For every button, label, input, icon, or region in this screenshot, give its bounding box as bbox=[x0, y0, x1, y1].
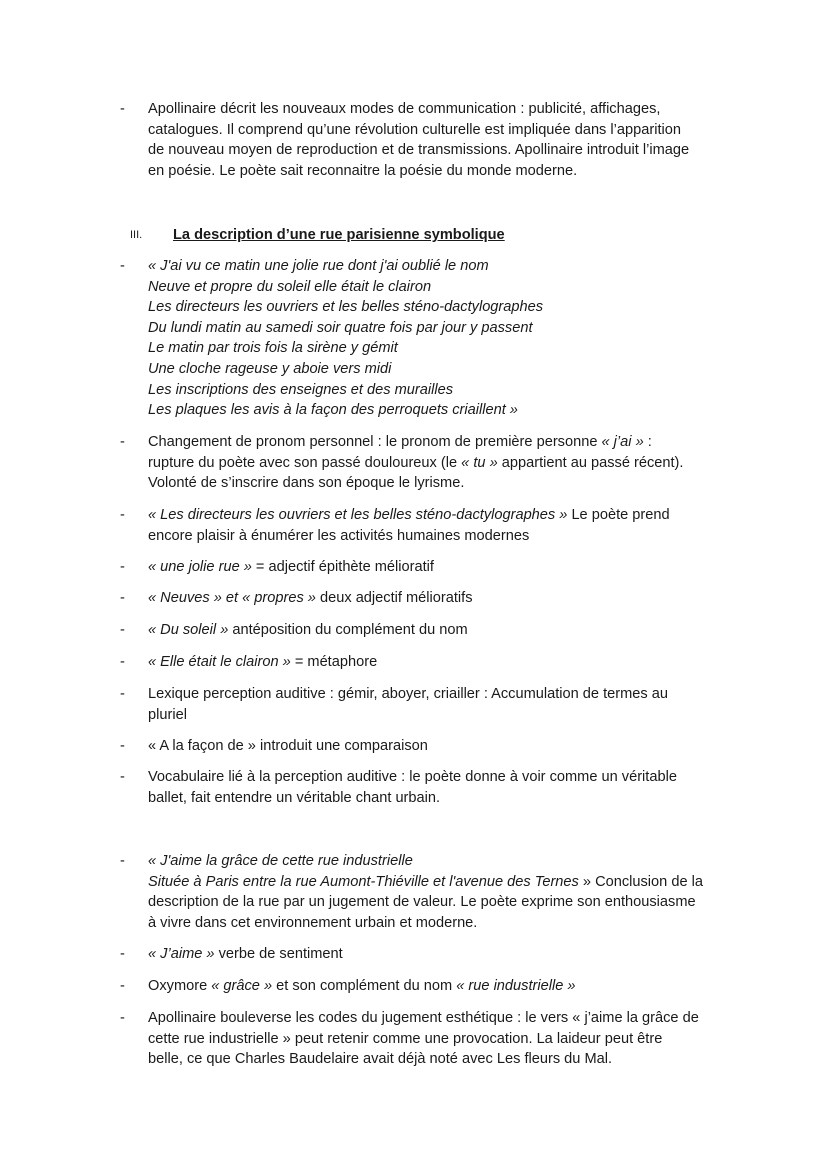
bullet-jaime bbox=[120, 944, 730, 965]
bullet-communication bbox=[120, 99, 730, 181]
bullet-text: Apollinaire décrit les nouveaux modes de communication : publicité, affichages, catalogues. Il comprend qu’une révolution culturelle est impliquée dans l’apparition de nouveau moyen de reproduction et de transmissions. Apollinaire introduit l’image en poésie. Le poète sait reconnaitre la poésie du monde moderne. bbox=[148, 101, 690, 179]
bullet-vocabulaire bbox=[120, 767, 730, 808]
bullet-dash: - bbox=[120, 738, 125, 754]
bullet-dash: - bbox=[120, 590, 125, 606]
bullet-oxymore bbox=[120, 976, 730, 997]
bullet-text: Changement de pronom personnel : le pronom de première personne « j’ai » : rupture du poète avec son passé douloureux (le « tu » appartient au passé récent). Volonté de s’inscrire dans son époque le lyrisme. bbox=[148, 434, 684, 492]
bullet-text: Apollinaire bouleverse les codes du jugement esthétique : le vers « j’aime la grâce de cette rue industrielle » peut retenir comme une provocation. La laideur peut être belle, ce que Charles Baudelaire avait déjà noté avec Les fleurs du Mal. bbox=[148, 1010, 699, 1068]
bullet-jolie-rue bbox=[120, 557, 730, 578]
section-number: III. bbox=[130, 229, 143, 241]
bullet-baudelaire bbox=[120, 1008, 730, 1070]
bullet-comparaison bbox=[120, 736, 730, 757]
bullet-clairon bbox=[120, 652, 730, 673]
bullet-text: Lexique perception auditive : gémir, aboyer, criailler : Accumulation de termes au pluriel bbox=[148, 686, 668, 723]
bullet-text: Oxymore « grâce » et son complément du nom « rue industrielle » bbox=[148, 978, 576, 994]
bullet-text: « Elle était le clairon » = métaphore bbox=[148, 654, 378, 670]
bullet-lexique bbox=[120, 684, 730, 725]
bullet-dash: - bbox=[120, 1010, 125, 1026]
bullet-text: « J’aime » verbe de sentiment bbox=[148, 946, 343, 962]
bullet-dash: - bbox=[120, 853, 125, 869]
bullet-dash: - bbox=[120, 769, 125, 785]
bullet-text: « Du soleil » antéposition du complément du nom bbox=[148, 622, 468, 638]
bullet-neuves-propres bbox=[120, 588, 730, 609]
bullet-quote-industrielle bbox=[120, 851, 730, 933]
bullet-dash: - bbox=[120, 978, 125, 994]
bullet-dash: - bbox=[120, 258, 125, 274]
bullet-text: « Neuves » et « propres » deux adjectif mélioratifs bbox=[148, 590, 473, 606]
bullet-text: « A la façon de » introduit une comparaison bbox=[148, 738, 428, 754]
poem-quote: « J'ai vu ce matin une jolie rue dont j'ai oublié le nom Neuve et propre du soleil elle était le clairon Les directeurs les ouvriers et les belles sténo-dactylographes Du lundi matin au samedi soir quatre fois par jour y passent Le matin par trois fois la sirène y gémit Une cloche rageuse y aboie vers midi Les inscriptions des enseignes et des murailles Les plaques les avis à la façon des perroquets criaillent » bbox=[148, 258, 544, 419]
bullet-dash: - bbox=[120, 101, 125, 117]
section-title: La description d’une rue parisienne symbolique bbox=[173, 227, 505, 243]
bullet-text: « une jolie rue » = adjectif épithète mélioratif bbox=[148, 559, 434, 575]
bullet-dash: - bbox=[120, 654, 125, 670]
bullet-dash: - bbox=[120, 946, 125, 962]
bullet-text: « J'aime la grâce de cette rue industrielle Située à Paris entre la rue Aumont-Thiéville et l'avenue des Ternes » Conclusion de la description de la rue par un jugement de valeur. Le poète exprime son enthousiasme à vivre dans cet environnement urbain et moderne. bbox=[148, 853, 703, 931]
bullet-dash: - bbox=[120, 559, 125, 575]
bullet-pronom bbox=[120, 432, 730, 494]
bullet-dash: - bbox=[120, 434, 125, 450]
bullet-dash: - bbox=[120, 507, 125, 523]
bullet-quote-rue bbox=[120, 256, 730, 421]
bullet-dash: - bbox=[120, 686, 125, 702]
bullet-directeurs bbox=[120, 505, 730, 546]
bullet-text: Vocabulaire lié à la perception auditive : le poète donne à voir comme un véritable ballet, fait entendre un véritable chant urbain. bbox=[148, 769, 677, 806]
bullet-dash: - bbox=[120, 622, 125, 638]
bullet-du-soleil bbox=[120, 620, 730, 641]
bullet-text: « Les directeurs les ouvriers et les belles sténo-dactylographes » Le poète prend encore plaisir à énumérer les activités humaines modernes bbox=[148, 507, 670, 544]
